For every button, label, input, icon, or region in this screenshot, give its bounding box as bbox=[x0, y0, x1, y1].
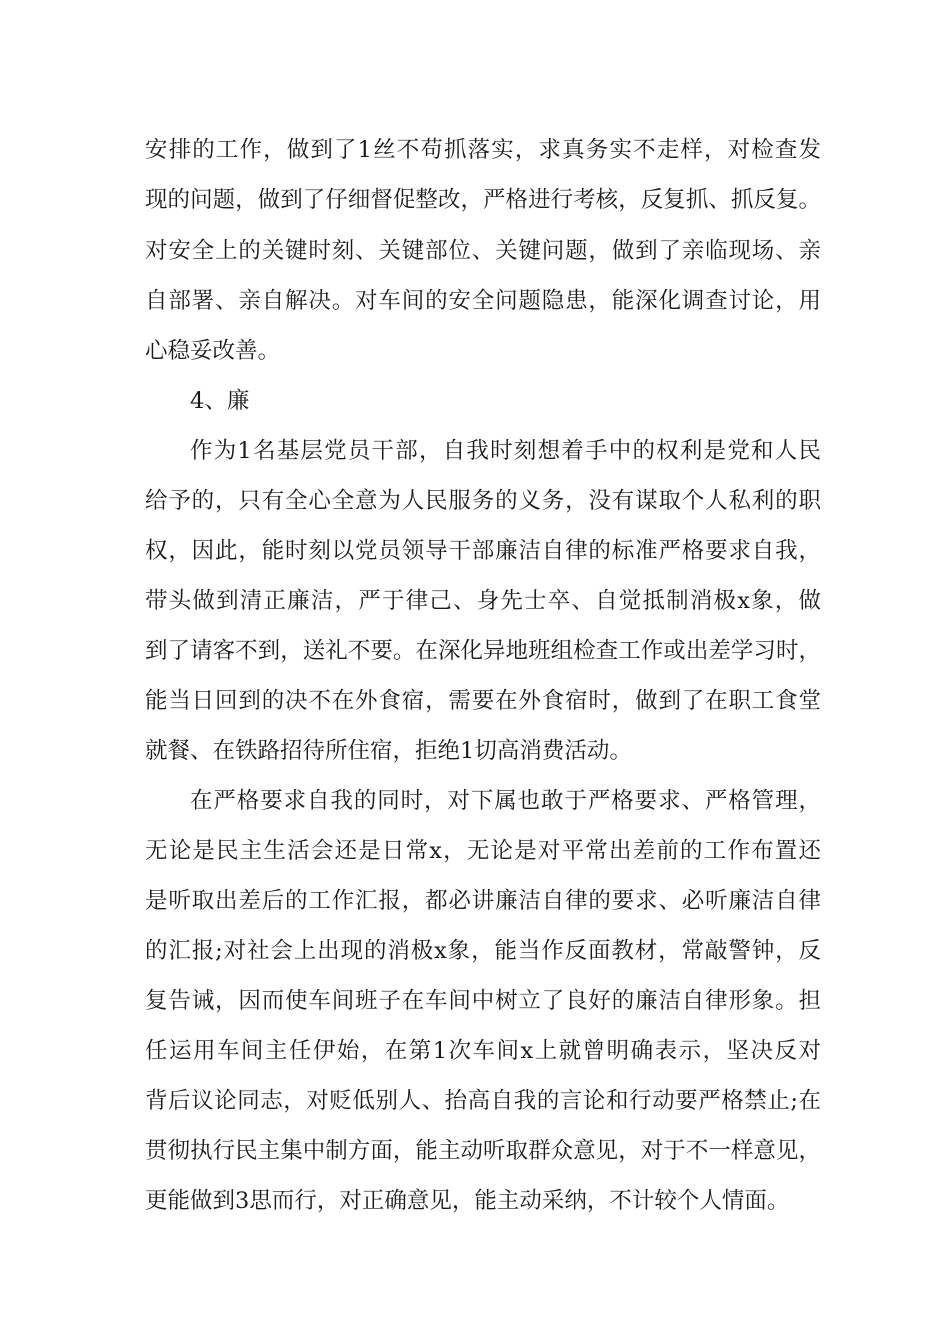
text-line: 是听取出差后的工作汇报，都必讲廉洁自律的要求、必听廉洁自律 bbox=[145, 888, 821, 914]
text-line: 到了请客不到，送礼不要。在深化异地班组检查工作或出差学习时， bbox=[145, 638, 821, 664]
text-line: 就餐、在铁路招待所住宿，拒绝1切高消费活动。 bbox=[145, 738, 632, 764]
text-line: 对安全上的关键时刻、关键部位、关键问题，做到了亲临现场、亲 bbox=[145, 238, 821, 264]
text-line: 自部署、亲自解决。对车间的安全问题隐患，能深化调查讨论，用 bbox=[145, 288, 821, 314]
text-line: 在严格要求自我的同时，对下属也敢于严格要求、严格管理， bbox=[190, 788, 821, 814]
text-line: 复告诫，因而使车间班子在车间中树立了良好的廉洁自律形象。担 bbox=[145, 988, 821, 1014]
section-heading: 4、廉 bbox=[190, 388, 250, 414]
text-line: 现的问题，做到了仔细督促整改，严格进行考核，反复抓、抓反复。 bbox=[145, 187, 821, 213]
text-line: 能当日回到的决不在外食宿，需要在外食宿时，做到了在职工食堂 bbox=[145, 688, 821, 714]
text-line: 任运用车间主任伊始，在第1次车间x上就曾明确表示，坚决反对 bbox=[145, 1038, 821, 1064]
text-line: 无论是民主生活会还是日常x，无论是对平常出差前的工作布置还 bbox=[145, 838, 821, 864]
text-line: 带头做到清正廉洁，严于律己、身先士卒、自觉抵制消极x象，做 bbox=[145, 588, 821, 614]
text-line: 心稳妥改善。 bbox=[145, 338, 281, 364]
text-line: 给予的，只有全心全意为人民服务的义务，没有谋取个人私利的职 bbox=[145, 488, 821, 514]
text-line: 更能做到3思而行，对正确意见，能主动采纳，不计较个人情面。 bbox=[145, 1188, 790, 1214]
text-line: 安排的工作，做到了1丝不苟抓落实，求真务实不走样，对检查发 bbox=[145, 137, 821, 163]
text-line: 贯彻执行民主集中制方面，能主动听取群众意见，对于不一样意见， bbox=[145, 1138, 821, 1164]
text-line: 背后议论同志，对贬低别人、抬高自我的言论和行动要严格禁止;在 bbox=[145, 1088, 821, 1114]
text-line: 的汇报;对社会上出现的消极x象，能当作反面教材，常敲警钟，反 bbox=[145, 938, 821, 964]
text-line: 权，因此，能时刻以党员领导干部廉洁自律的标准严格要求自我， bbox=[145, 538, 821, 564]
text-line: 作为1名基层党员干部，自我时刻想着手中的权利是党和人民 bbox=[190, 438, 821, 464]
